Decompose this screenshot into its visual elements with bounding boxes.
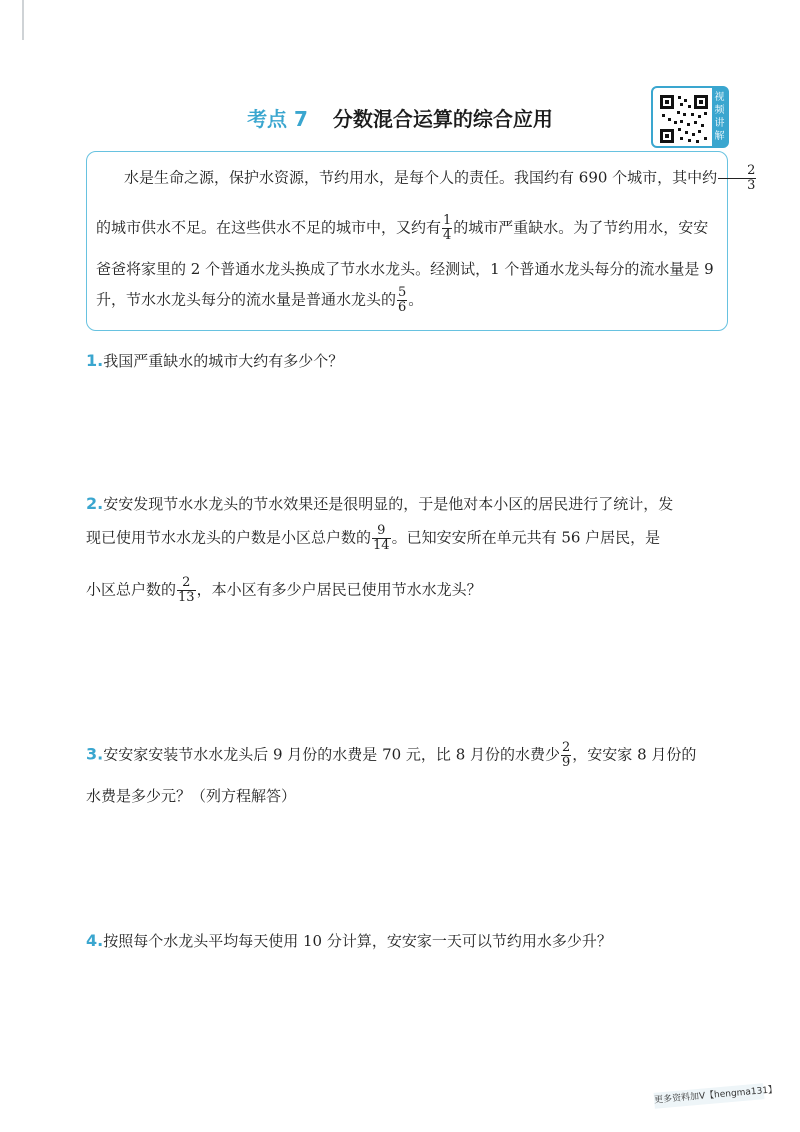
question-text: ，安安家 8 月份的 xyxy=(572,745,697,764)
fraction xyxy=(177,576,196,605)
fraction xyxy=(561,741,571,770)
fraction-numerator: 1 xyxy=(443,213,452,228)
question-3-line-2: 水费是多少元？（列方程解答） xyxy=(86,787,297,805)
fraction-denominator: 3 xyxy=(747,178,756,193)
page-title: 分数混合运算的综合应用 xyxy=(332,107,553,131)
question-4 xyxy=(86,929,736,953)
question-text: 小区总户数的 xyxy=(86,580,177,599)
fraction-numerator: 2 xyxy=(718,164,756,179)
passage-text: 升，节水水龙头每分的流水量是普通水龙头的 xyxy=(96,290,397,309)
question-2-line-2 xyxy=(86,524,736,553)
fraction-denominator: 9 xyxy=(562,755,571,770)
passage-line-2 xyxy=(96,214,726,243)
passage-line-1 xyxy=(96,163,756,193)
fraction-denominator: 14 xyxy=(373,538,390,553)
question-3-line-1 xyxy=(86,741,736,770)
fraction-numerator: 9 xyxy=(372,524,391,539)
fraction-numerator: 2 xyxy=(562,740,571,755)
margin-rule xyxy=(22,0,24,40)
question-text: 。已知安安所在单元共有 56 户居民，是 xyxy=(391,528,661,547)
fraction-denominator: 13 xyxy=(178,590,195,605)
fraction xyxy=(442,214,452,243)
question-text: 现已使用节水水龙头的户数是小区总户数的 xyxy=(86,528,372,547)
passage-line-4 xyxy=(96,286,726,315)
question-text: 按照每个水龙头平均每天使用 10 分计算，安安家一天可以节约用水多少升？ xyxy=(103,932,612,950)
fraction-denominator: 4 xyxy=(443,228,452,243)
question-1 xyxy=(86,349,736,373)
question-text: 安安发现节水水龙头的节水效果还是很明显的，于是他对本小区的居民进行了统计，发 xyxy=(103,495,674,513)
passage-text: 。 xyxy=(408,290,424,309)
question-2-line-3 xyxy=(86,576,736,605)
fraction-numerator: 5 xyxy=(398,285,407,300)
qr-code-badge[interactable] xyxy=(651,86,729,148)
question-text: 我国严重缺水的城市大约有多少个？ xyxy=(103,352,344,370)
video-lecture-label: 视频讲解 xyxy=(712,88,727,146)
question-2-line-1 xyxy=(86,492,736,516)
fraction-numerator: 2 xyxy=(177,576,196,591)
question-number: 1. xyxy=(86,351,104,370)
passage-text: 水是生命之源，保护水资源，节约用水，是每个人的责任。我国约有 690 个城市，其中约 xyxy=(124,168,718,187)
fraction-denominator: 6 xyxy=(398,300,407,315)
fraction xyxy=(397,286,407,315)
question-number: 2. xyxy=(86,494,104,513)
passage-text: 的城市供水不足。在这些供水不足的城市中，又约有 xyxy=(96,218,442,237)
fraction xyxy=(372,524,391,553)
passage-line-3: 爸爸将家里的 2 个普通水龙头换成了节水水龙头。经测试，1 个普通水龙头每分的流水量是 9 xyxy=(96,260,714,278)
question-text: 安安家安装节水水龙头后 9 月份的水费是 70 元，比 8 月份的水费少 xyxy=(103,745,561,764)
topic-tag: 考点 7 xyxy=(247,107,308,131)
question-text: ，本小区有多少户居民已使用节水水龙头？ xyxy=(196,580,482,599)
passage-text: 的城市严重缺水。为了节约用水，安安 xyxy=(453,218,709,237)
question-number: 3. xyxy=(86,744,104,764)
question-number: 4. xyxy=(86,931,104,950)
qr-code-icon xyxy=(658,93,710,145)
watermark-footer: 更多资料加V【hengma131】 xyxy=(654,1083,765,1109)
fraction xyxy=(718,164,756,193)
